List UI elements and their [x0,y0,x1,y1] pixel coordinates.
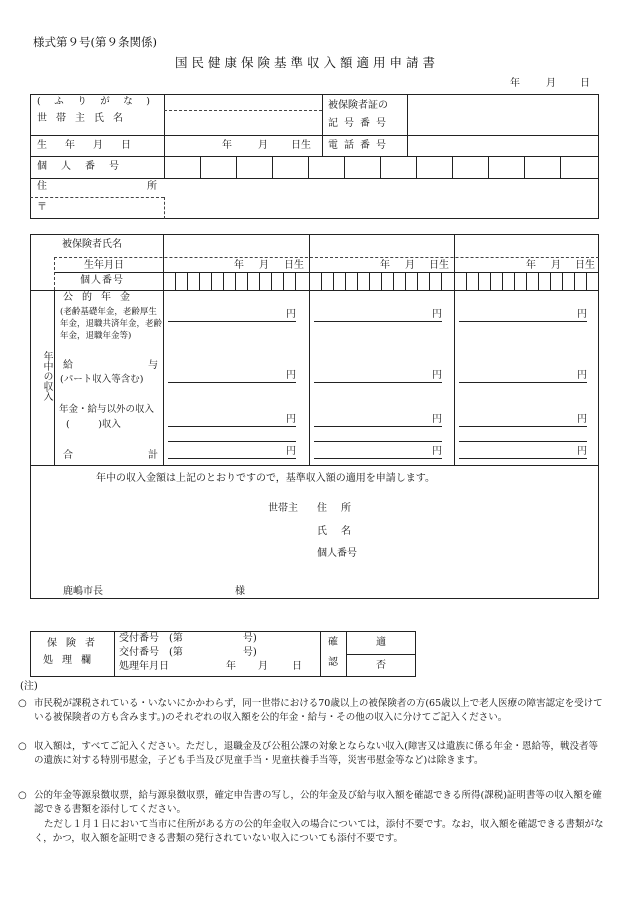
processed-year: 年 [226,661,236,672]
yen-c3-other: 円 [577,414,587,425]
col3-birth-day: 日生 [575,260,595,271]
phone-label: 電話番号 [328,140,392,151]
annual-income-label: 年中の収入 [41,351,52,401]
salary-label-2: 与 [148,360,158,371]
insured-name-label: 被保険者氏名 [62,239,122,250]
birth-month: 月 [258,140,268,151]
total-label-2: 計 [148,450,158,461]
signer-address-label: 住 所 [317,503,353,514]
yen-c1-salary: 円 [286,370,296,381]
birth-year: 年 [222,140,232,151]
signer-name-label: 氏 名 [317,526,353,537]
yen-c1-other: 円 [286,414,296,425]
insurance-card-label-2: 記号番号 [328,118,392,129]
col1-birth-year: 年 [234,260,244,271]
processed-date-label: 処理年月日 [119,661,169,672]
address-input[interactable] [170,182,594,214]
total-label-1: 合 [63,450,73,461]
issue-number: 交付番号 (第 号) [119,647,257,658]
bullet-icon: ○ [18,790,27,801]
insurance-card-number-input[interactable] [412,100,594,130]
address-label-1: 住 [37,181,47,192]
yen-c3-total: 円 [577,446,587,457]
yen-c1-total: 円 [286,446,296,457]
col2-birth-month: 月 [405,260,415,271]
header-year: 年 [510,78,520,89]
yen-c3-salary: 円 [577,370,587,381]
note-1: 市民税が課税されている・いないにかかわらず，同一世帯における70歳以上の被保険者の方(65歳以上で老人医療の障害認定を受けている被保険者の方も含みます。)のそれぞれの収入額を公的年金・給与・その他の収入に分けてご記入ください。 [34,698,603,723]
processed-day: 日 [292,661,302,672]
yen-c2-total: 円 [432,446,442,457]
col1-birth-month: 月 [259,260,269,271]
signer-head-label: 世帯主 [268,503,298,514]
postal-mark: 〒 [37,202,47,213]
note-2: 収入額は，すべてご記入ください。ただし，退職金及び公租公課の対象とならない収入(障害又は遺族に係る年金・恩給等，戦没者等の遺族に対する特別弔慰金，子ども手当及び児童手当・児童扶養手当等，災害弔慰金等など)は除きます。 [34,741,599,766]
status-ng[interactable]: 否 [376,660,386,671]
household-head-name-input[interactable] [170,114,318,130]
yen-c1-pension: 円 [286,309,296,320]
confirm-label-1: 確 [328,637,338,648]
processed-month: 月 [258,661,268,672]
pension-note: (老齢基礎年金，老齢厚生年金，退職共済年金，老齢年金，退職年金等) [60,307,163,341]
signer-mynumber-label: 個人番号 [317,548,357,559]
insured-birth-label: 生年月日 [84,260,124,271]
form-number: 様式第９号(第９条関係) [33,35,157,49]
status-ok[interactable]: 適 [376,637,386,648]
header-day: 日 [580,78,590,89]
insurance-card-label-1: 被保険者証の [328,100,388,111]
salary-note: (パート収入等含む) [60,374,144,385]
col3-birth-month: 月 [551,260,561,271]
furigana-input[interactable] [170,96,318,108]
furigana-label: ( ふ り が な ) [37,96,152,107]
birth-day: 日生 [291,140,311,151]
col2-birth-day: 日生 [429,260,449,271]
col3-birth-year: 年 [526,260,536,271]
mayor-label: 鹿嶋市長 [63,586,103,597]
yen-c2-other: 円 [432,414,442,425]
receipt-number: 受付番号 (第 号) [119,633,257,644]
yen-c2-salary: 円 [432,370,442,381]
yen-c2-pension: 円 [432,309,442,320]
yen-c3-pension: 円 [577,309,587,320]
col2-birth-year: 年 [380,260,390,271]
notes-heading: (注) [20,681,38,692]
household-head-name-label: 世帯主氏名 [37,113,132,124]
note-4: ただし１月１日において当市に住所がある方の公的年金収入の場合については，添付不要です。なお，収入額を確認できる書類がなく，かつ，収入額を証明できる書類の発行されていない収入についても添付不要です。 [34,819,604,844]
other-income-label-2: ( )収入 [66,419,121,430]
office-label-1: 保険者 [47,638,104,649]
bullet-icon: ○ [18,698,27,709]
bullet-icon: ○ [18,741,27,752]
insured-mynumber-boxes[interactable] [163,272,599,290]
mynumber-boxes[interactable] [164,156,599,178]
declaration-text: 年中の収入金額は上記のとおりですので，基準収入額の適用を申請します。 [96,473,435,484]
salary-label-1: 給 [63,360,73,371]
mynumber-label: 個人番号 [37,161,133,172]
header-month: 月 [546,78,556,89]
address-label-2: 所 [147,181,157,192]
page-title: 国民健康保険基準収入額適用申請書 [175,55,440,70]
other-income-label-1: 年金・給与以外の収入 [59,404,155,415]
pension-label: 公的年金 [63,292,139,303]
confirm-label-2: 認 [328,657,338,668]
note-3: 公的年金等源泉徴収票，給与源泉徴収票，確定申告書の写し，公的年金及び給与収入額を確認できる所得(課税)証明書等の収入額を確認できる書類を添付してください。 [34,790,602,815]
sama-label: 様 [235,586,245,597]
phone-input[interactable] [412,139,594,153]
postal-code-input[interactable] [50,201,160,215]
col1-birth-day: 日生 [284,260,304,271]
birthdate-label: 生年月日 [37,140,149,151]
insured-mynumber-label: 個人番号 [80,275,124,286]
office-label-2: 処理欄 [43,655,100,666]
